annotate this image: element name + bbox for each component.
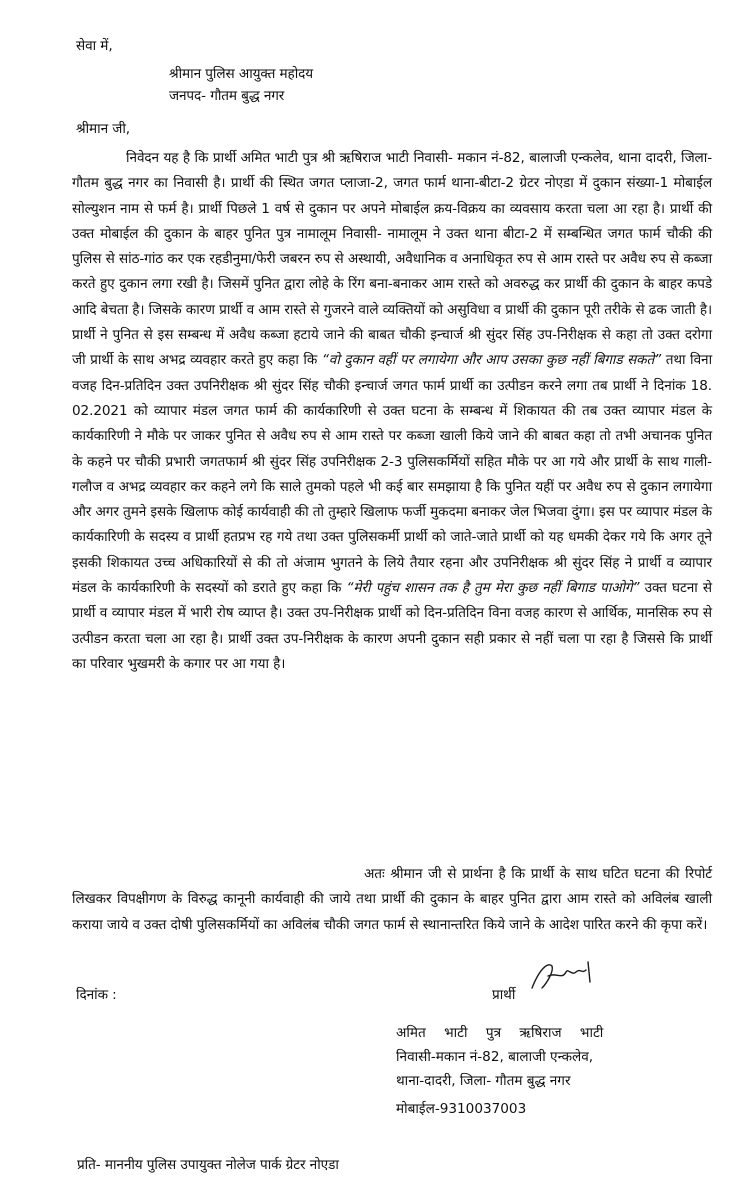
applicant-label: प्रार्थी: [492, 987, 516, 1003]
address-line-name: अमित भाटी पुत्र ऋषिराज भाटी: [396, 1025, 604, 1041]
body-paragraph: [72, 146, 712, 677]
body-text-3: उक्त घटना से प्रार्थी व व्यापार मंडल में भारी रोष व्याप्त है। उक्त उप-निरीक्षक प्रार्थी को दिन-प्रतिदिन विना वजह कारण से आर्थिक, मानसिक रुप से उत्पीडन करता चला आ रहा है। प्रार्थी उक्त उप-निरीक्षक के कारण अपनी दुकान सही प्रकार से नहीं चला पा रहा है जिससे कि प्रार्थी का परिवार भुखमरी के कगार पर आ गया है।: [72, 580, 712, 672]
address-line-mobile: मोबाईल-9310037003: [396, 1101, 527, 1117]
request-paragraph: अतः श्रीमान जी से प्रार्थना है कि प्रार्थी के साथ घटित घटना की रिपोर्ट लिखकर विपक्षीगण के विरुद्ध कानूनी कार्यवाही की जाये तथा प्रार्थी की दुकान के बाहर पुनित द्वारा आम रास्ते को अविलंब खाली कराया जाये व उक्त दोषी पुलिसकर्मियों का अविलंब चौकी जगत फार्म से स्थानान्तरित किये जाने के आदेश पारित करने की कृपा करें।: [72, 866, 712, 933]
quote-2: “मेरी पहुंच शासन तक है तुम मेरा कुछ नहीं बिगाड पाओगे”: [346, 580, 640, 597]
copy-to: प्रति- माननीय पुलिस उपायुक्त नोलेज पार्क ग्रेटर नोएडा: [77, 1157, 339, 1173]
body-text-2: तथा विना वजह दिन-प्रतिदिन उक्त उपनिरीक्षक श्री सुंदर सिंह चौकी इन्चार्ज जगत फार्म प्रार्थी का उत्पीडन करने लगा तब प्रार्थी ने दिनांक 18. 02.2021 को व्यापार मंडल जगत फार्म की कार्यकारिणी से उक्त घटना के सम्बन्ध में शिकायत की तब उक्त व्यापार मंडल के कार्यकारिणी ने मौके पर जाकर पुनित से अवैध रुप से आम रास्ते पर कब्जा खाली किये जाने की बाबत कहा तो तभी अचानक पुनित के कहने पर चौकी प्रभारी जगतफार्म श्री सुंदर सिंह उपनिरीक्षक 2-3 पुलिसकर्मियों सहित मौके पर आ गये और प्रार्थी के साथ गाली-गलौज व अभद्र व्यवहार कर कहने लगे कि साले तुमको पहले भी कई बार समझाया है कि पुनित यहीं पर अवैध रुप से दुकान लगायेगा और अगर तुमने इसके खिलाफ कोई कार्यवाही की तो तुम्हारे खिलाफ फर्जी मुकदमा बनाकर जेल भिजवा दुंगा। इस पर व्यापार मंडल के कार्यकारिणी के सदस्य व प्रार्थी हतप्रभ रह गये तथा उक्त पुलिसकर्मी प्रार्थी को जाते-जाते प्रार्थी को यह धमकी देकर गये कि अगर तूने इसकी शिकायत उच्च अधिकारियों से की तो अंजाम भुगतने के लिये तैयार रहना और उपनिरीक्षक श्री सुंदर सिंह ने प्रार्थी व व्यापार मंडल के कार्यकारिणी के सदस्यों को डराते हुए कहा कि: [72, 352, 712, 597]
salutation-to: सेवा में,: [76, 38, 113, 54]
quote-1: “वो दुकान वहीं पर लगायेगा और आप उसका कुछ नहीं बिगाड सकते”: [321, 352, 662, 369]
greeting: श्रीमान जी,: [76, 121, 130, 137]
applicant-signature: [528, 958, 598, 994]
recipient-district: जनपद- गौतम बुद्ध नगर: [169, 88, 285, 104]
date-label: दिनांक :: [76, 987, 117, 1003]
recipient-title: श्रीमान पुलिस आयुक्त महोदय: [169, 66, 314, 82]
applicant-address: [396, 1023, 716, 1119]
address-line-residence: निवासी-मकान नं-82, बालाजी एन्कलेव,: [396, 1049, 594, 1065]
body-text-1: निवेदन यह है कि प्रार्थी अमित भाटी पुत्र श्री ऋषिराज भाटी निवासी- मकान नं-82, बालाजी एन्कलेव, थाना दादरी, जिला- गौतम बुद्ध नगर का निवासी है। प्रार्थी की स्थित जगत प्लाजा-2, जगत फार्म थाना-बीटा-2 ग्रेटर नोएडा में दुकान संख्या-1 मोबाईल सोल्युशन नाम से फर्म है। प्रार्थी पिछले 1 वर्ष से दुकान पर अपने मोबाईल क्रय-विक्रय का व्यवसाय करता चला आ रहा है। प्रार्थी की उक्त मोबाईल की दुकान के बाहर पुनित पुत्र नामालूम निवासी- नामालूम ने उक्त थाना बीटा-2 में सम्बन्धित जगत फार्म चौकी की पुलिस से सांठ-गांठ कर एक रहडीनुमा/फेरी जबरन रुप से अस्थायी, अवैधानिक व अनाधिकृत रुप से आम रास्ते पर अवैध रुप से कब्जा करते हुए दुकान लगा रखी है। जिसमें पुनित द्वारा लोहे के रिंग बना-बनाकर आम रास्ते को अवरुद्ध कर प्रार्थी की दुकान के बाहर कपडे आदि बेचता है। जिसके कारण प्रार्थी व आम रास्ते से गुजरने वाले व्यक्तियों को असुविधा व प्रार्थी की दुकान पूरी तरीके से ढक जाती है। प्रार्थी ने पुनित से इस सम्बन्ध में अवैध कब्जा हटाये जाने की बाबत चौकी इन्चार्ज श्री सुंदर सिंह उप-निरीक्षक से कहा तो उक्त दरोगा जी प्रार्थी के साथ अभद्र व्यवहार करते हुए कहा कि: [72, 150, 712, 369]
address-line-district: थाना-दादरी, जिला- गौतम बुद्ध नगर: [396, 1073, 571, 1089]
